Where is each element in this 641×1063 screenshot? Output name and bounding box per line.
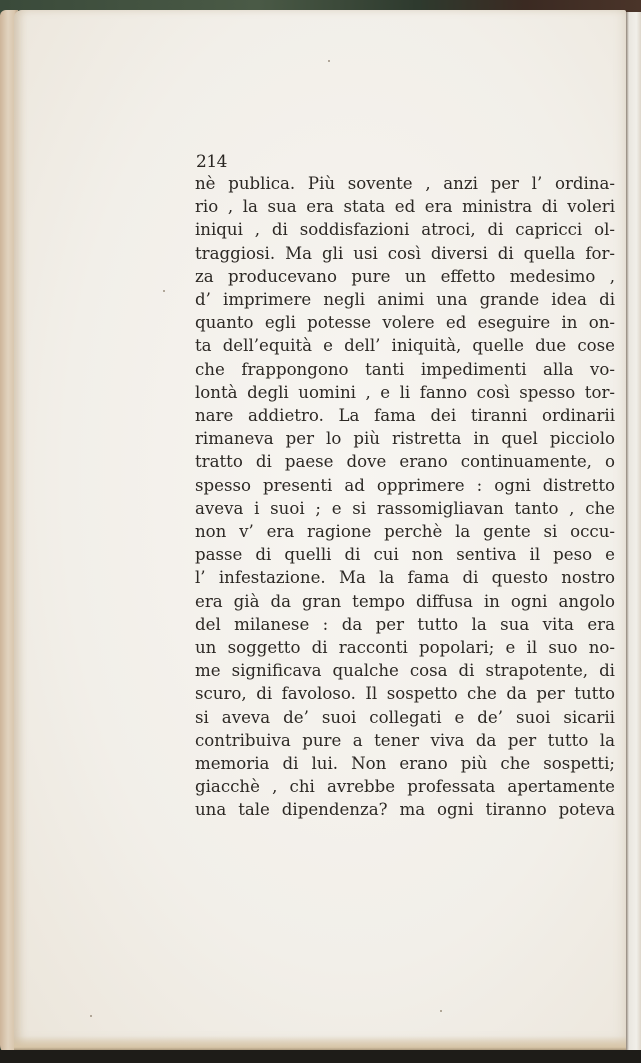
text-line: memoria di lui. Non erano più che sospetti; — [195, 754, 615, 774]
paper-speck — [163, 290, 165, 292]
text-line: d’ imprimere negli animi una grande idea di — [195, 290, 615, 310]
text-line: un soggetto di racconti popolari; e il suo no- — [195, 638, 615, 658]
text-line: nè publica. Più sovente , anzi per l’ ordina- — [195, 174, 615, 193]
paper-speck — [328, 60, 330, 62]
text-line: nare addietro. La fama dei tiranni ordinarii — [195, 406, 615, 426]
text-line: era già da gran tempo diffusa in ogni angolo — [195, 591, 615, 611]
body-text — [195, 172, 615, 822]
text-line: l’ infestazione. Ma la fama di questo nostro — [195, 568, 615, 588]
text-line: che frappongono tanti impedimenti alla vo- — [195, 359, 615, 379]
text-line: spesso presenti ad opprimere : ogni distretto — [195, 475, 615, 495]
text-line: giacchè , chi avrebbe professata apertamente — [195, 777, 615, 797]
text-line: za producevano pure un effetto medesimo , — [195, 266, 615, 286]
text-line: rio , la sua era stata ed era ministra di voleri — [195, 197, 615, 217]
text-line: me significava qualche cosa di strapotente, di — [195, 661, 615, 681]
text-line: traggiosi. Ma gli usi così diversi di quella for- — [195, 243, 615, 263]
text-line: si aveva de’ suoi collegati e de’ suoi sicarii — [195, 707, 615, 727]
text-line: del milanese : da per tutto la sua vita era — [195, 614, 615, 634]
text-line: passe di quelli di cui non sentiva il peso e — [195, 545, 615, 565]
text-line: contribuiva pure a tener viva da per tutto la — [195, 730, 615, 750]
text-line: aveva i suoi ; e si rassomigliavan tanto , che — [195, 498, 615, 518]
text-line: quanto egli potesse volere ed eseguire in on- — [195, 313, 615, 333]
page-number: 214 — [196, 152, 227, 172]
text-line: lontà degli uomini , e li fanno così spesso tor- — [195, 382, 615, 402]
background-bottom — [0, 1050, 641, 1063]
text-line: rimaneva per lo più ristretta in quel picciolo — [195, 429, 615, 449]
paper-speck — [90, 1015, 92, 1017]
paper-speck — [440, 1010, 442, 1012]
text-line: non v’ era ragione perchè la gente si occu- — [195, 522, 615, 542]
text-line: iniqui , di soddisfazioni atroci, di capricci ol- — [195, 220, 615, 240]
text-line: tratto di paese dove erano continuamente, o — [195, 452, 615, 472]
text-line: una tale dipendenza? ma ogni tiranno poteva — [195, 800, 615, 820]
text-line: scuro, di favoloso. Il sospetto che da per tutto — [195, 684, 615, 704]
next-page-edge — [626, 12, 641, 1052]
text-line: ta dell’equità e dell’ iniquità, quelle due cose — [195, 336, 615, 356]
